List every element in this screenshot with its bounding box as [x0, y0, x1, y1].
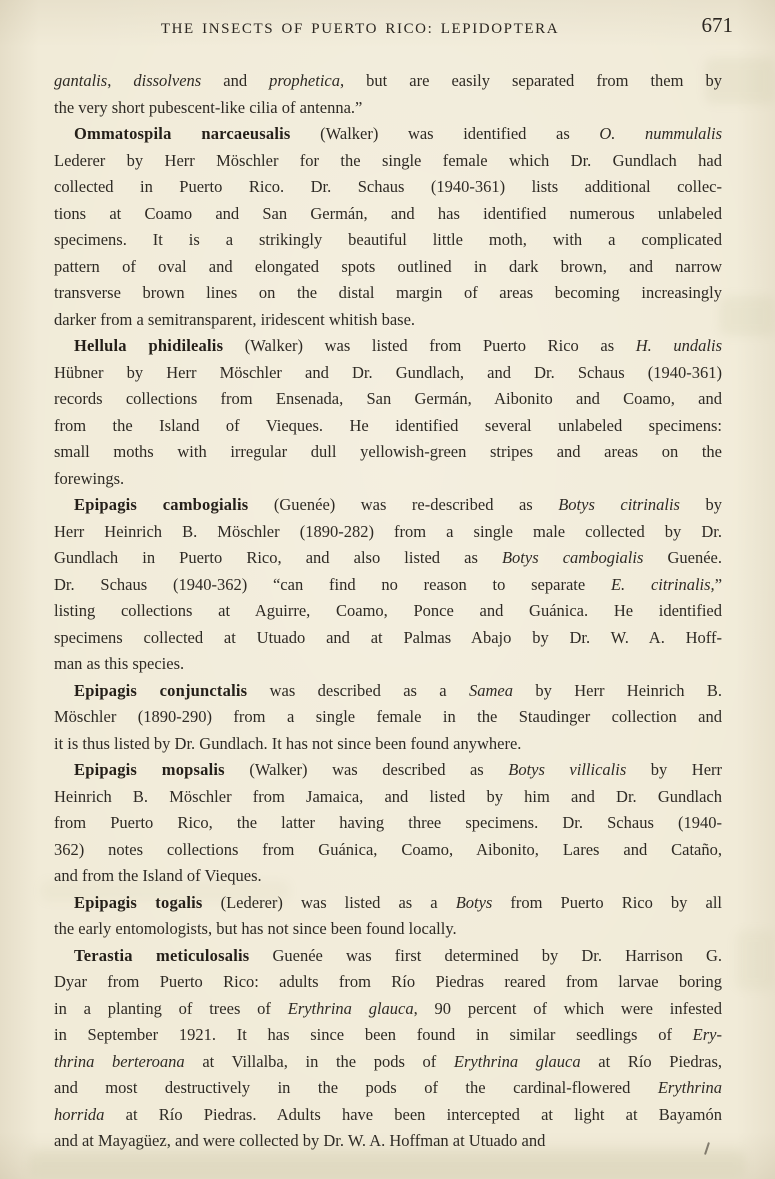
text-line	[54, 307, 722, 334]
text-run: Epipagis cambogialis	[74, 495, 249, 514]
text-line	[54, 492, 722, 519]
text-run: and at Mayagüez, and were collected by Dr. W. A. Hoffman at Utuado and	[54, 1131, 546, 1150]
text-run: Botys villicalis	[508, 760, 627, 779]
text-line	[54, 201, 722, 228]
text-run: (Lederer) was listed as a	[202, 892, 456, 912]
text-run: from Puerto Rico by all	[492, 892, 722, 912]
text-line	[54, 916, 722, 943]
paragraph	[54, 68, 722, 121]
text-line	[54, 519, 722, 546]
text-run: Ery-	[692, 1025, 722, 1044]
text-line	[54, 360, 722, 387]
text-line	[54, 863, 722, 890]
text-line	[54, 651, 722, 678]
text-run: specimens collected at Utuado and at Palmas Abajo by Dr. W. A. Hoff-	[54, 627, 722, 647]
text-run: , 90 percent of which were infested	[413, 998, 722, 1018]
text-line	[54, 784, 722, 811]
text-run: from the Island of Vieques. He identified several unlabeled specimens:	[54, 415, 722, 435]
text-run: Botys cambogialis	[501, 548, 644, 567]
text-run: it is thus listed by Dr. Gundlach. It has not since been found anywhere.	[54, 733, 522, 753]
text-run: in a planting of trees of	[54, 998, 288, 1018]
text-run: at Río Piedras,	[580, 1051, 722, 1071]
text-run: by	[679, 495, 722, 514]
text-line	[54, 890, 722, 917]
text-line	[54, 174, 722, 201]
text-block	[54, 68, 722, 1155]
text-line	[54, 1128, 722, 1155]
text-run: forewings.	[54, 468, 125, 488]
text-run: prophetica	[269, 71, 340, 90]
text-run: the very short pubescent-like cilia of antenna.”	[54, 97, 363, 117]
text-run: Möschler (1890-290) from a single female in the Staudinger collection and	[54, 707, 722, 726]
paragraph	[54, 121, 722, 333]
text-run: pattern of oval and elongated spots outlined in dark brown, and narrow	[54, 256, 722, 276]
text-line	[54, 121, 722, 148]
text-run: Epipagis conjunctalis	[74, 680, 248, 700]
text-line	[54, 731, 722, 758]
text-run: small moths with irregular dull yellowish-green stripes and areas on the	[54, 442, 722, 461]
text-line	[54, 598, 722, 625]
paragraph	[54, 492, 722, 678]
text-run: from Puerto Rico, the latter having three specimens. Dr. Schaus (1940-	[54, 813, 722, 832]
paragraph	[54, 333, 722, 492]
text-run: Ommatospila narcaeusalis	[74, 124, 291, 143]
text-run: (Walker) was listed from Puerto Rico as	[223, 336, 636, 355]
text-run: Lederer by Herr Möschler for the single female which Dr. Gundlach had	[54, 150, 722, 170]
text-run: Herr Heinrich B. Möschler (1890-282) from a single male collected by Dr.	[54, 521, 722, 541]
text-line	[54, 969, 722, 996]
text-run: collected in Puerto Rico. Dr. Schaus (1940-361) lists additional collec-	[54, 177, 722, 196]
text-line	[54, 148, 722, 175]
text-run: ”	[714, 574, 722, 594]
text-line	[54, 466, 722, 493]
text-run: Terastia meticulosalis	[74, 945, 250, 965]
text-run: by Herr Heinrich B.	[513, 680, 722, 700]
text-line	[54, 545, 722, 572]
text-run: Erythrina glauca	[453, 1051, 581, 1071]
text-line	[54, 280, 722, 307]
text-line	[54, 68, 722, 95]
text-run: thrina berteroana	[54, 1051, 185, 1071]
text-run: in September 1921. It has since been found in similar seedlings of	[54, 1025, 693, 1044]
text-run: Dr. Schaus (1940-362) “can find no reason to separate	[54, 574, 611, 594]
text-run: H. undalis	[635, 336, 722, 355]
text-line	[54, 757, 722, 784]
text-run: and	[201, 71, 270, 90]
text-line	[54, 1049, 722, 1076]
text-line	[54, 227, 722, 254]
text-run: Epipagis mopsalis	[74, 760, 225, 779]
paragraph	[54, 678, 722, 758]
text-line	[54, 625, 722, 652]
text-run: Gundlach in Puerto Rico, and also listed as	[54, 548, 502, 567]
text-run: E. citrinalis,	[610, 574, 715, 594]
text-run: dissolvens	[133, 71, 202, 90]
text-run: Botys	[455, 892, 493, 912]
text-line	[54, 678, 722, 705]
running-header-title: THE INSECTS OF PUERTO RICO: LEPIDOPTERA	[160, 21, 560, 37]
text-run: Erythrina glauca	[287, 998, 414, 1018]
text-line	[54, 704, 722, 731]
text-run: 362) notes collections from Guánica, Coamo, Aibonito, Lares and Cataño,	[54, 839, 722, 859]
paragraph	[54, 943, 722, 1155]
text-run: tions at Coamo and San Germán, and has identified numerous unlabeled	[54, 203, 722, 223]
text-run: horrida	[54, 1104, 105, 1124]
text-run: Epipagis togalis	[74, 892, 203, 912]
text-run: was described as a	[247, 680, 469, 700]
text-run: by Herr	[626, 760, 722, 779]
text-run: Samea	[469, 680, 513, 700]
text-line	[54, 1102, 722, 1129]
paragraph	[54, 890, 722, 943]
text-run: transverse brown lines on the distal margin of areas becoming increasingly	[54, 283, 722, 302]
page-number: 671	[701, 13, 733, 37]
text-run: Hellula phidilealis	[74, 336, 224, 355]
text-line	[54, 413, 722, 440]
text-run: , but are easily separated from them by	[340, 71, 722, 90]
bleedthrough-artifact	[719, 296, 775, 336]
text-run: darker from a semitransparent, iridescent whitish base.	[54, 309, 416, 329]
text-run: the early entomologists, but has not since been found locally.	[54, 919, 457, 938]
text-line	[54, 1075, 722, 1102]
text-line	[54, 439, 722, 466]
text-run: Botys citrinalis	[558, 495, 680, 514]
text-run: records collections from Ensenada, San Germán, Aibonito and Coamo, and	[54, 389, 722, 408]
text-line	[54, 837, 722, 864]
text-run: (Guenée) was re-described as	[248, 495, 559, 514]
text-run: and most destructively in the pods of the cardinal-flowered	[54, 1078, 658, 1097]
paragraph	[54, 757, 722, 890]
text-run: at Río Piedras. Adults have been intercepted at light at Bayamón	[104, 1104, 722, 1124]
text-run: Guenée was first determined by Dr. Harrison G.	[249, 945, 722, 965]
text-line	[54, 996, 722, 1023]
text-line	[54, 333, 722, 360]
text-run: man as this species.	[54, 654, 185, 673]
text-line	[54, 943, 722, 970]
text-run: ,	[107, 71, 134, 90]
text-line	[54, 572, 722, 599]
text-run: O. nummulalis	[599, 124, 722, 143]
text-run: at Villalba, in the pods of	[184, 1051, 454, 1071]
text-line	[54, 810, 722, 837]
text-run: and from the Island of Vieques.	[54, 866, 262, 885]
text-run: Erythrina	[657, 1078, 722, 1097]
text-run: specimens. It is a strikingly beautiful little moth, with a complicated	[54, 230, 722, 249]
text-run: listing collections at Aguirre, Coamo, Ponce and Guánica. He identified	[54, 601, 722, 620]
text-run: (Walker) was described as	[224, 760, 509, 779]
text-line	[54, 386, 722, 413]
text-run: (Walker) was identified as	[290, 124, 600, 143]
text-line	[54, 1022, 722, 1049]
text-line	[54, 95, 722, 122]
text-line	[54, 254, 722, 281]
text-run: Guenée.	[643, 548, 722, 567]
text-run: Dyar from Puerto Rico: adults from Río Piedras reared from larvae boring	[54, 972, 722, 991]
text-run: gantalis	[54, 71, 108, 90]
bleedthrough-artifact	[735, 930, 775, 990]
text-run: Hübner by Herr Möschler and Dr. Gundlach, and Dr. Schaus (1940-361)	[54, 362, 722, 382]
text-run: Heinrich B. Möschler from Jamaica, and listed by him and Dr. Gundlach	[54, 786, 722, 806]
